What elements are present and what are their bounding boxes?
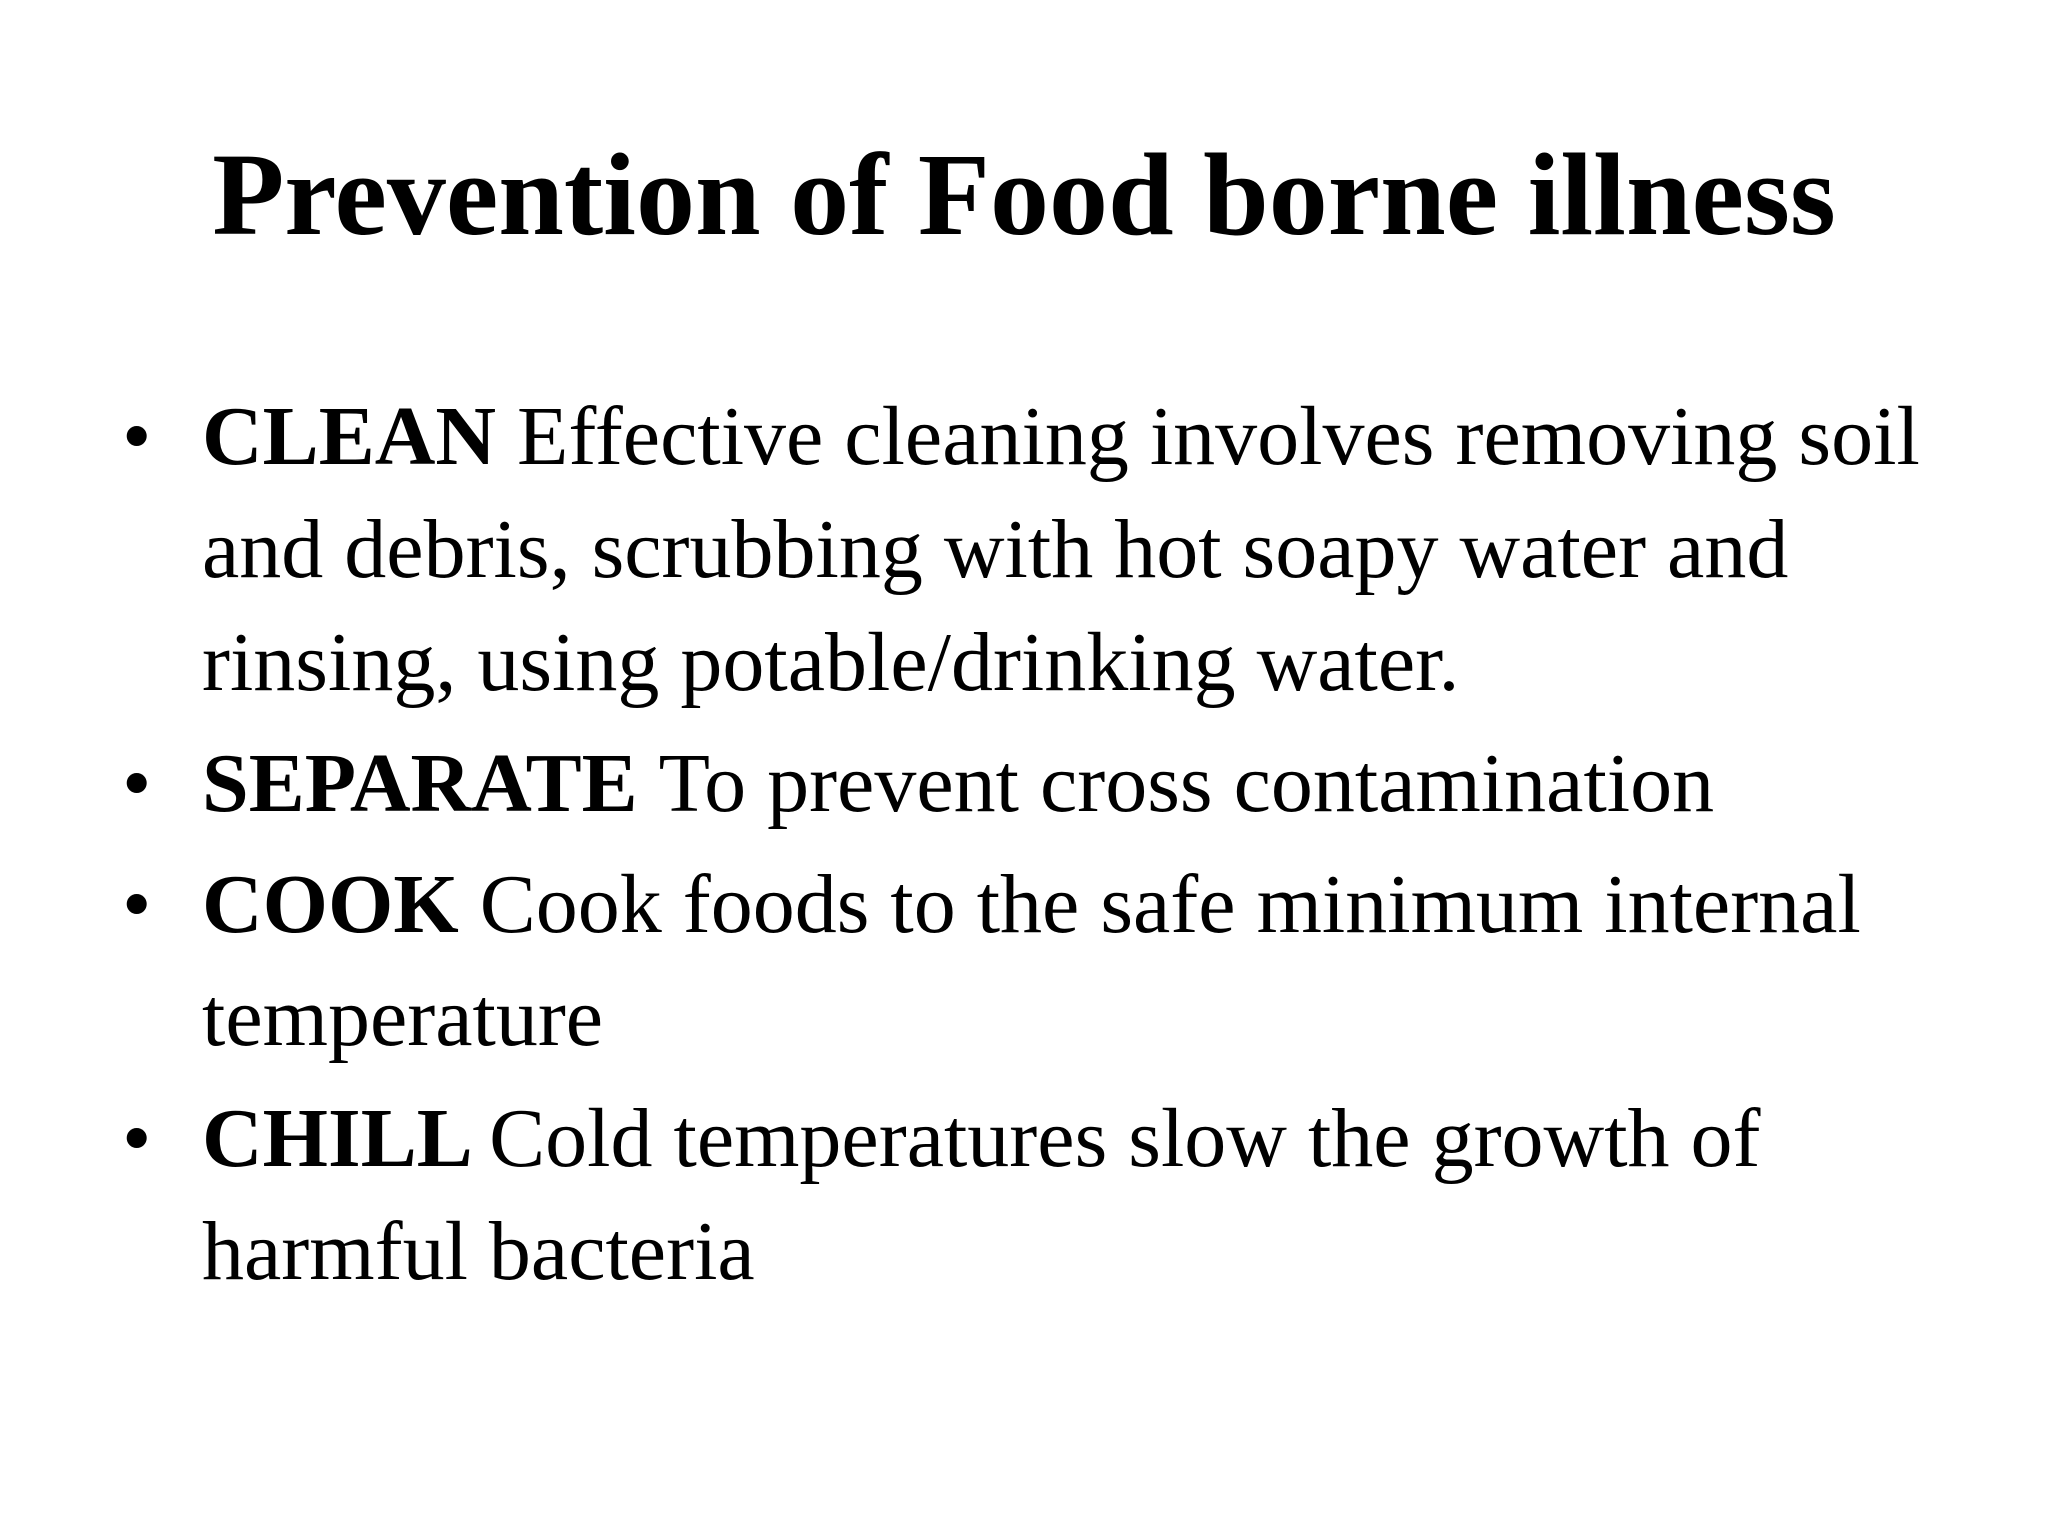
bullet-dot-icon: • (122, 390, 152, 483)
bullet-text: Cook foods to the safe minimum internal temperature (202, 858, 1861, 1064)
bullet-keyword: SEPARATE (202, 737, 659, 830)
bullet-keyword: COOK (202, 858, 480, 951)
bullet-dot-icon: • (122, 737, 152, 830)
bullet-keyword: CLEAN (202, 390, 518, 483)
bullet-text: Effective cleaning involves removing soil and debris, scrubbing with hot soapy water and rinsing, using potable/drinking water. (202, 390, 1920, 709)
bullet-dot-icon: • (122, 858, 152, 951)
bullet-clean (122, 380, 2002, 719)
bullet-separate (122, 727, 2002, 840)
bullet-text: Cold temperatures slow the growth of harmful bacteria (202, 1092, 1761, 1298)
bullet-cook (122, 848, 2002, 1074)
bullet-keyword: CHILL (202, 1092, 490, 1185)
bullet-dot-icon: • (122, 1092, 152, 1185)
bullet-chill (122, 1082, 2002, 1308)
slide-title: Prevention of Food borne illness (212, 129, 1836, 260)
bullet-text: To prevent cross contamination (658, 737, 1715, 830)
bullet-list (122, 380, 2002, 1316)
